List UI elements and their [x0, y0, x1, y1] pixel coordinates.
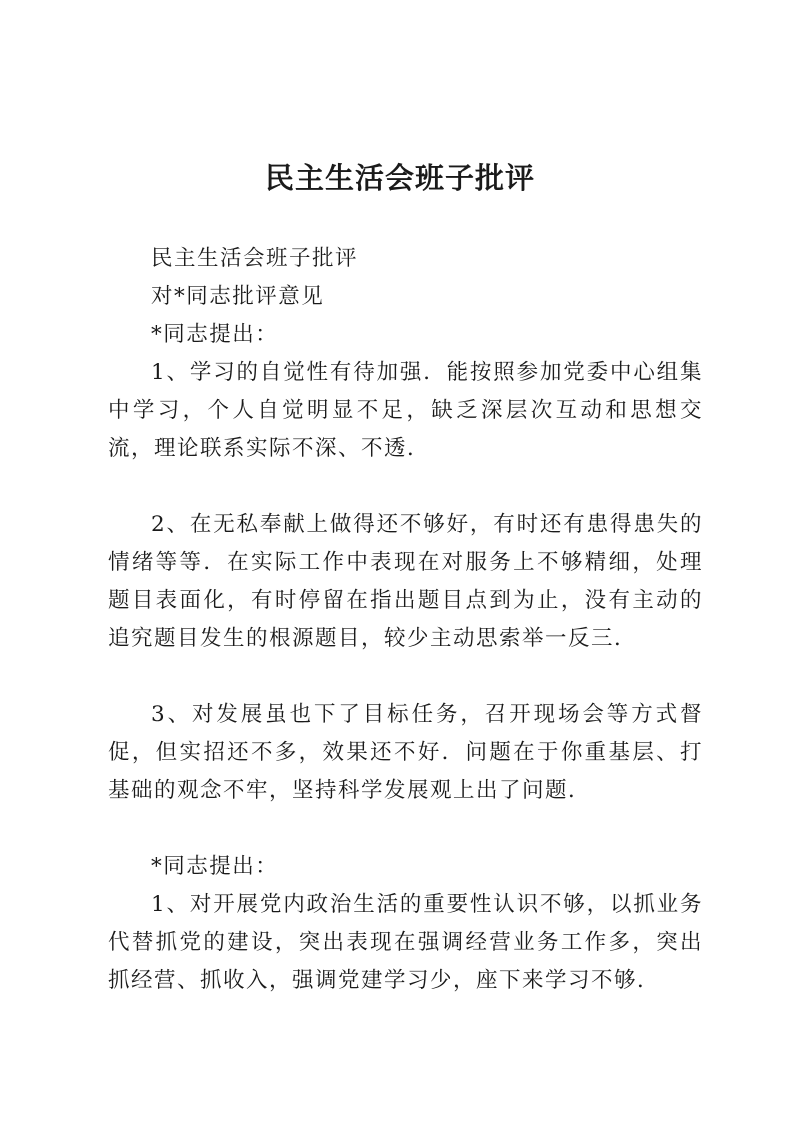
paragraph-subject: 对*同志批评意见: [151, 284, 325, 309]
paragraph-point-4: 1、对开展党内政治生活的重要性认识不够，以抓业务代替抓党的建设，突出表现在强调经营业务工作多，突出抓经营、抓收入，强调党建学习少，座下来学习不够．: [108, 892, 703, 993]
paragraph-point-1: 1、学习的自觉性有待加强．能按照参加党委中心组集中学习，个人自觉明显不足，缺乏深层次互动和思想交流，理论联系实际不深、不透．: [108, 360, 703, 461]
paragraph-speaker-2: *同志提出：: [151, 854, 279, 879]
paragraph-point-2: 2、在无私奉献上做得还不够好，有时还有患得患失的情绪等等．在实际工作中表现在对服务上不够精细，处理题目表面化，有时停留在指出题目点到为止，没有主动的追究题目发生的根源题目，较少主动思索举一反三．: [108, 512, 703, 651]
paragraph-speaker-1: *同志提出：: [151, 322, 279, 347]
paragraph-point-3: 3、对发展虽也下了目标任务，召开现场会等方式督促，但实招还不多，效果还不好．问题在于你重基层、打基础的观念不牢，坚持科学发展观上出了问题．: [108, 702, 703, 803]
document-title: 民主生活会班子批评: [264, 161, 535, 195]
document-body: [108, 240, 703, 1000]
paragraph-heading-repeat: 民主生活会班子批评: [151, 246, 359, 271]
